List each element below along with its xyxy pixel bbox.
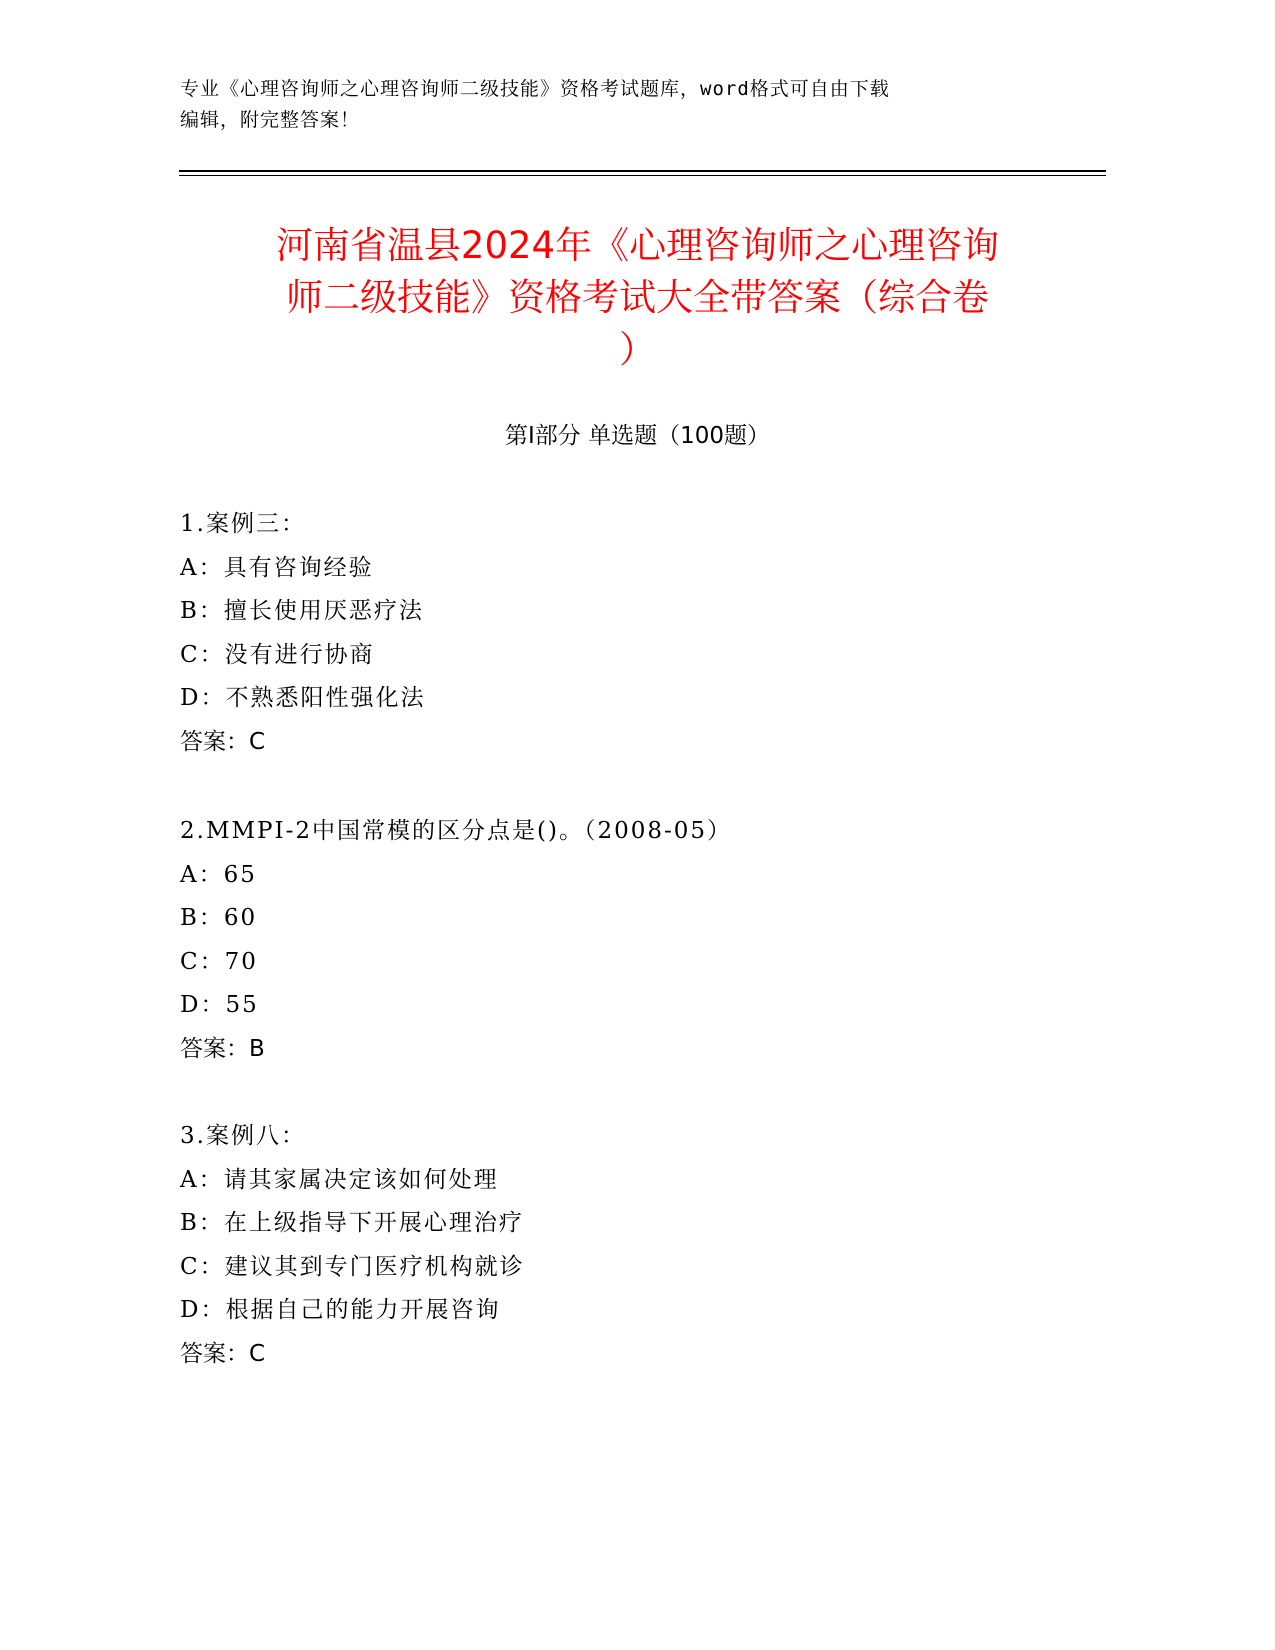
header-divider-thick: [179, 170, 1106, 172]
answer-line: 答案：C: [180, 1340, 266, 1367]
document-title: [160, 220, 1115, 376]
question-block: [180, 506, 1080, 767]
option-d: D：55: [180, 992, 259, 1018]
document-header: [180, 74, 1060, 136]
option-c: C：70: [180, 948, 258, 975]
option-b: B：擅长使用厌恶疗法: [180, 598, 424, 624]
question-block: [180, 1118, 1080, 1379]
option-a: A：请其家属决定该如何处理: [180, 1166, 499, 1193]
header-line-2: 编辑，附完整答案！: [180, 109, 361, 131]
title-line-1: 河南省温县2024年《心理咨询师之心理咨询: [275, 224, 1000, 267]
option-c: C：建议其到专门医疗机构就诊: [180, 1253, 525, 1280]
answer-line: 答案：C: [180, 728, 266, 755]
header-line-1: 专业《心理咨询师之心理咨询师二级技能》资格考试题库，word格式可自由下载: [180, 78, 890, 100]
question-stem: 2.MMPI-2中国常模的区分点是()。（2008-05）: [180, 818, 733, 844]
option-a: A：具有咨询经验: [180, 554, 374, 581]
option-d: D：不熟悉阳性强化法: [180, 685, 426, 711]
question-block: [180, 813, 1080, 1074]
title-line-3: ）: [619, 328, 656, 371]
question-stem: 1.案例三：: [180, 511, 306, 537]
option-b: B：60: [180, 905, 258, 931]
option-b: B：在上级指导下开展心理治疗: [180, 1210, 524, 1236]
option-c: C：没有进行协商: [180, 641, 375, 668]
section-heading: 第Ⅰ部分 单选题（100题）: [505, 423, 770, 449]
question-stem: 3.案例八：: [180, 1123, 306, 1149]
option-d: D：根据自己的能力开展咨询: [180, 1297, 501, 1323]
answer-line: 答案：B: [180, 1035, 265, 1062]
title-line-2: 师二级技能》资格考试大全带答案（综合卷: [286, 276, 989, 319]
header-divider-thin: [179, 175, 1106, 176]
option-a: A：65: [180, 861, 257, 888]
